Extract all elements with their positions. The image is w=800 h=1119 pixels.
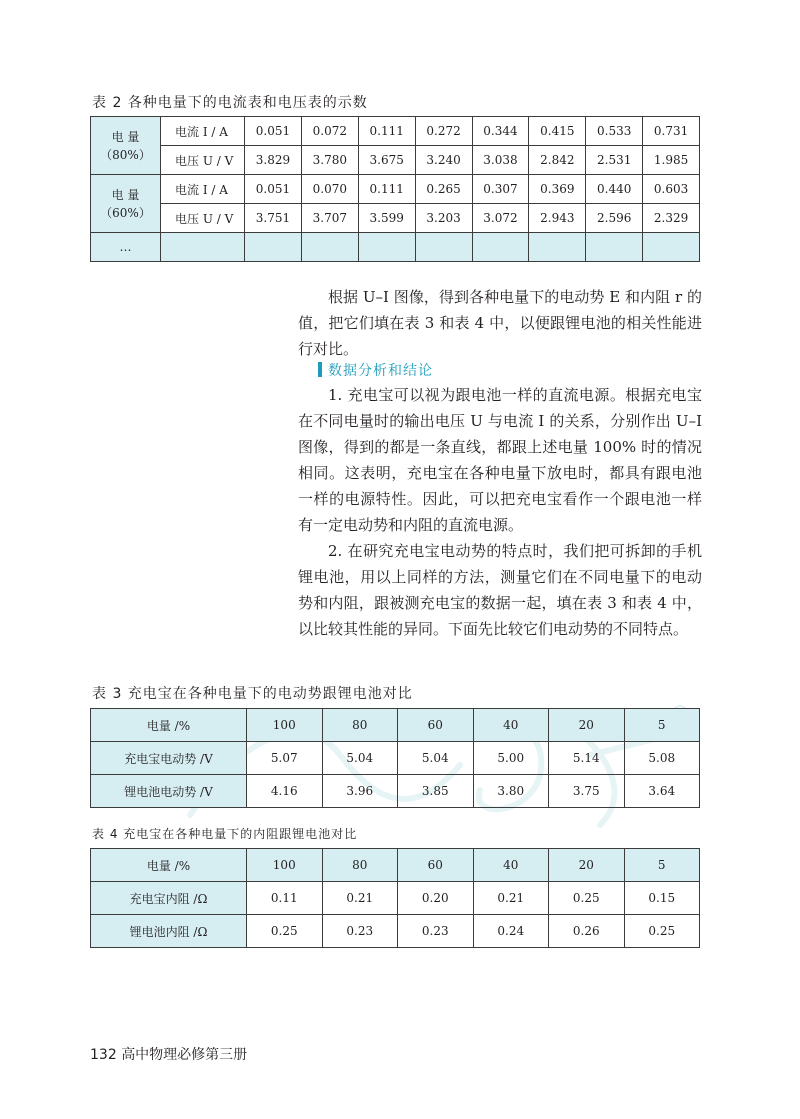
value-cell: 3.75	[549, 775, 625, 808]
quantity-label: 电流 I / A	[161, 117, 245, 146]
value-cell: 3.203	[415, 204, 472, 233]
header-row	[91, 849, 700, 882]
value-cell: 0.24	[473, 915, 549, 948]
value-cell: 0.15	[624, 882, 700, 915]
value-cell: 2.943	[529, 204, 586, 233]
table4	[90, 848, 700, 948]
empty-cell	[643, 233, 700, 262]
table-row	[91, 146, 700, 175]
value-cell: 3.707	[301, 204, 358, 233]
value-cell: 0.415	[529, 117, 586, 146]
value-cell: 3.675	[358, 146, 415, 175]
header-cell: 5	[624, 709, 700, 742]
value-cell: 0.440	[586, 175, 643, 204]
group-label: 电 量	[111, 129, 140, 144]
header-cell: 60	[398, 709, 474, 742]
table-row	[91, 175, 700, 204]
value-cell: 5.00	[473, 742, 549, 775]
table-row	[91, 117, 700, 146]
quantity-label: 电压 U / V	[161, 204, 245, 233]
empty-cell	[301, 233, 358, 262]
page-footer	[90, 1044, 247, 1064]
value-cell: 2.842	[529, 146, 586, 175]
table-row-ellipsis	[91, 233, 700, 262]
value-cell: 5.08	[624, 742, 700, 775]
value-cell: 0.265	[415, 175, 472, 204]
group-percent: （60%）	[100, 205, 151, 220]
value-cell: 0.23	[398, 915, 474, 948]
header-cell: 100	[247, 849, 323, 882]
value-cell: 0.21	[473, 882, 549, 915]
table-row	[91, 742, 700, 775]
empty-cell	[245, 233, 302, 262]
value-cell: 5.14	[549, 742, 625, 775]
group-percent: （80%）	[100, 147, 151, 162]
value-cell: 3.780	[301, 146, 358, 175]
value-cell: 0.072	[301, 117, 358, 146]
value-cell: 0.070	[301, 175, 358, 204]
empty-cell	[161, 233, 245, 262]
row-label: 锂电池电动势 /V	[91, 775, 247, 808]
value-cell: 5.04	[322, 742, 398, 775]
analysis-body	[298, 382, 702, 642]
value-cell: 0.603	[643, 175, 700, 204]
value-cell: 3.64	[624, 775, 700, 808]
analysis-paragraph-1: 1. 充电宝可以视为跟电池一样的直流电源。根据充电宝在不同电量时的输出电压 U 与电流 I 的关系，分别作出 U–I 图像，得到的都是一条直线，都跟上述电量 100% 时的情况相同。这表明，充电宝在各种电量下放电时，都具有跟电池一样的电源特性。因此，可以把充电宝看作一个跟电池一样有一定电动势和内阻的直流电源。	[298, 386, 703, 534]
table3	[90, 708, 700, 808]
empty-cell	[529, 233, 586, 262]
section-title-text: 数据分析和结论	[328, 363, 433, 379]
value-cell: 3.85	[398, 775, 474, 808]
value-cell: 0.111	[358, 175, 415, 204]
intro-paragraph	[298, 284, 702, 362]
row-label: 锂电池内阻 /Ω	[91, 915, 247, 948]
value-cell: 2.329	[643, 204, 700, 233]
group-label-cell	[91, 117, 161, 175]
value-cell: 0.23	[322, 915, 398, 948]
value-cell: 3.599	[358, 204, 415, 233]
table-row	[91, 882, 700, 915]
value-cell: 3.829	[245, 146, 302, 175]
header-cell: 80	[322, 849, 398, 882]
header-cell: 80	[322, 709, 398, 742]
quantity-label: 电压 U / V	[161, 146, 245, 175]
table4-caption: 表 4 充电宝在各种电量下的内阻跟锂电池对比	[92, 827, 358, 841]
header-cell: 20	[549, 709, 625, 742]
section-title	[318, 360, 433, 380]
value-cell: 0.731	[643, 117, 700, 146]
book-title: 高中物理必修第三册	[121, 1047, 248, 1063]
table3-caption: 表 3 充电宝在各种电量下的电动势跟锂电池对比	[92, 686, 413, 702]
section-marker-icon	[318, 362, 322, 377]
value-cell: 0.051	[245, 117, 302, 146]
header-cell: 60	[398, 849, 474, 882]
value-cell: 3.96	[322, 775, 398, 808]
group-label-cell	[91, 175, 161, 233]
ellipsis-cell: …	[91, 233, 161, 262]
quantity-label: 电流 I / A	[161, 175, 245, 204]
header-cell: 20	[549, 849, 625, 882]
value-cell: 0.272	[415, 117, 472, 146]
value-cell: 0.307	[472, 175, 529, 204]
value-cell: 0.25	[247, 915, 323, 948]
value-cell: 0.25	[624, 915, 700, 948]
header-cell: 电量 /%	[91, 709, 247, 742]
value-cell: 2.531	[586, 146, 643, 175]
empty-cell	[358, 233, 415, 262]
header-cell: 电量 /%	[91, 849, 247, 882]
value-cell: 4.16	[247, 775, 323, 808]
table-row	[91, 775, 700, 808]
row-label: 充电宝内阻 /Ω	[91, 882, 247, 915]
value-cell: 0.051	[245, 175, 302, 204]
table2	[90, 116, 700, 262]
empty-cell	[586, 233, 643, 262]
group-label: 电 量	[111, 187, 140, 202]
empty-cell	[472, 233, 529, 262]
value-cell: 0.533	[586, 117, 643, 146]
value-cell: 0.369	[529, 175, 586, 204]
value-cell: 0.344	[472, 117, 529, 146]
value-cell: 3.80	[473, 775, 549, 808]
value-cell: 0.20	[398, 882, 474, 915]
value-cell: 0.25	[549, 882, 625, 915]
value-cell: 1.985	[643, 146, 700, 175]
value-cell: 3.072	[472, 204, 529, 233]
value-cell: 2.596	[586, 204, 643, 233]
empty-cell	[415, 233, 472, 262]
table-row	[91, 915, 700, 948]
header-cell: 100	[247, 709, 323, 742]
intro-text: 根据 U–I 图像，得到各种电量下的电动势 E 和内阻 r 的值，把它们填在表 3 和表 4 中，以便跟锂电池的相关性能进行对比。	[298, 288, 702, 358]
value-cell: 0.111	[358, 117, 415, 146]
value-cell: 0.21	[322, 882, 398, 915]
value-cell: 5.04	[398, 742, 474, 775]
page-number: 132	[90, 1047, 117, 1063]
value-cell: 3.751	[245, 204, 302, 233]
header-row	[91, 709, 700, 742]
value-cell: 5.07	[247, 742, 323, 775]
analysis-paragraph-2: 2. 在研究充电宝电动势的特点时，我们把可拆卸的手机锂电池，用以上同样的方法，测量它们在不同电量下的电动势和内阻，跟被测充电宝的数据一起，填在表 3 和表 4 中，以比较其性能的异同。下面先比较它们电动势的不同特点。	[298, 542, 702, 638]
table2-caption: 表 2 各种电量下的电流表和电压表的示数	[92, 95, 368, 111]
table-row	[91, 204, 700, 233]
header-cell: 40	[473, 709, 549, 742]
value-cell: 0.26	[549, 915, 625, 948]
value-cell: 3.240	[415, 146, 472, 175]
header-cell: 5	[624, 849, 700, 882]
header-cell: 40	[473, 849, 549, 882]
value-cell: 0.11	[247, 882, 323, 915]
row-label: 充电宝电动势 /V	[91, 742, 247, 775]
value-cell: 3.038	[472, 146, 529, 175]
